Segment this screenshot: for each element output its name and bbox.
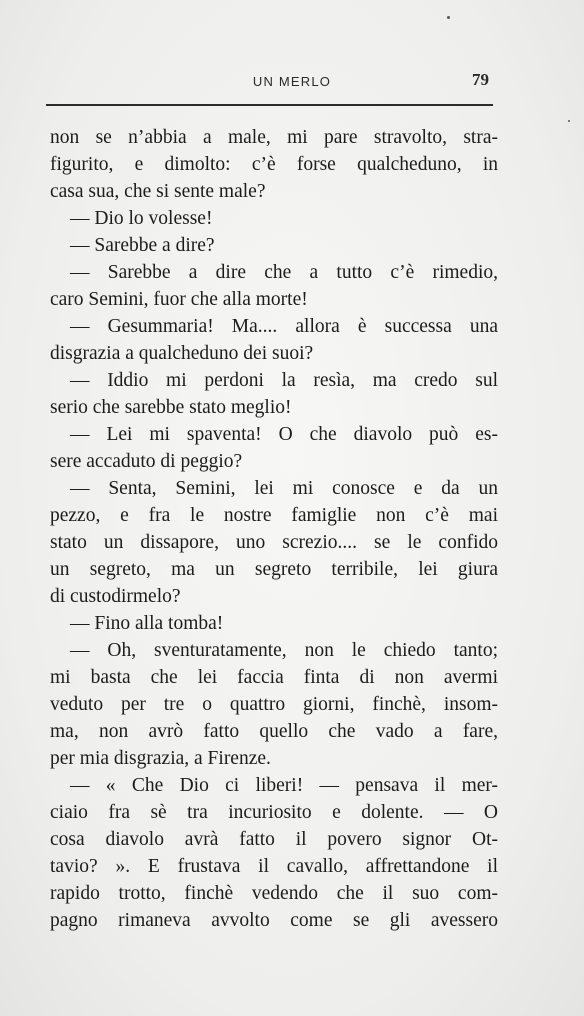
- print-speck: [447, 16, 450, 19]
- text-line: un segreto, ma un segreto terribile, lei giura: [50, 559, 498, 580]
- text-line: — Fino alla tomba!: [70, 613, 224, 634]
- text-line: stato un dissapore, uno screzio.... se le confido: [50, 532, 498, 553]
- text-line: non se n’abbia a male, mi pare stravolto, stra-: [50, 127, 498, 148]
- text-line: ma, non avrò fatto quello che vado a fare,: [50, 721, 498, 742]
- text-line: casa sua, che si sente male?: [50, 181, 266, 202]
- print-speck: [568, 120, 570, 122]
- text-line: — Sarebbe a dire?: [70, 235, 215, 256]
- text-line: per mia disgrazia, a Firenze.: [50, 748, 271, 769]
- text-line: ciaio fra sè tra incuriosito e dolente. — O: [50, 802, 498, 823]
- body-text: [50, 124, 498, 934]
- text-line: — Gesummaria! Ma.... allora è successa una: [70, 316, 498, 337]
- text-line: — Senta, Semini, lei mi conosce e da un: [70, 478, 498, 499]
- text-line: figurito, e dimolto: c’è forse qualcheduno, in: [50, 154, 498, 175]
- text-line: — Lei mi spaventa! O che diavolo può es-: [70, 424, 498, 445]
- text-line: caro Semini, fuor che alla morte!: [50, 289, 308, 310]
- text-line: sere accaduto di peggio?: [50, 451, 243, 472]
- text-line: pezzo, e fra le nostre famiglie non c’è mai: [50, 505, 498, 526]
- text-line: — « Che Dio ci liberi! — pensava il mer-: [70, 775, 498, 796]
- text-line: cosa diavolo avrà fatto il povero signor Ot-: [50, 829, 498, 850]
- page-number: 79: [472, 70, 489, 89]
- text-line: rapido trotto, finchè vedendo che il suo com-: [50, 883, 498, 904]
- text-line: — Oh, sventuratamente, non le chiedo tanto;: [70, 640, 498, 661]
- text-line: mi basta che lei faccia finta di non avermi: [50, 667, 498, 688]
- text-line: serio che sarebbe stato meglio!: [50, 397, 292, 418]
- text-line: di custodirmelo?: [50, 586, 181, 607]
- header-rule: [46, 104, 493, 106]
- text-line: pagno rimaneva avvolto come se gli avessero: [50, 910, 498, 931]
- text-line: — Iddio mi perdoni la resìa, ma credo sul: [70, 370, 498, 391]
- text-line: disgrazia a qualcheduno dei suoi?: [50, 343, 314, 364]
- text-line: — Dio lo volesse!: [70, 208, 213, 229]
- running-title: UN MERLO: [252, 74, 332, 89]
- text-line: — Sarebbe a dire che a tutto c’è rimedio,: [70, 262, 498, 283]
- text-line: tavio? ». E frustava il cavallo, affrettandone il: [50, 856, 498, 877]
- text-line: veduto per tre o quattro giorni, finchè, insom-: [50, 694, 498, 715]
